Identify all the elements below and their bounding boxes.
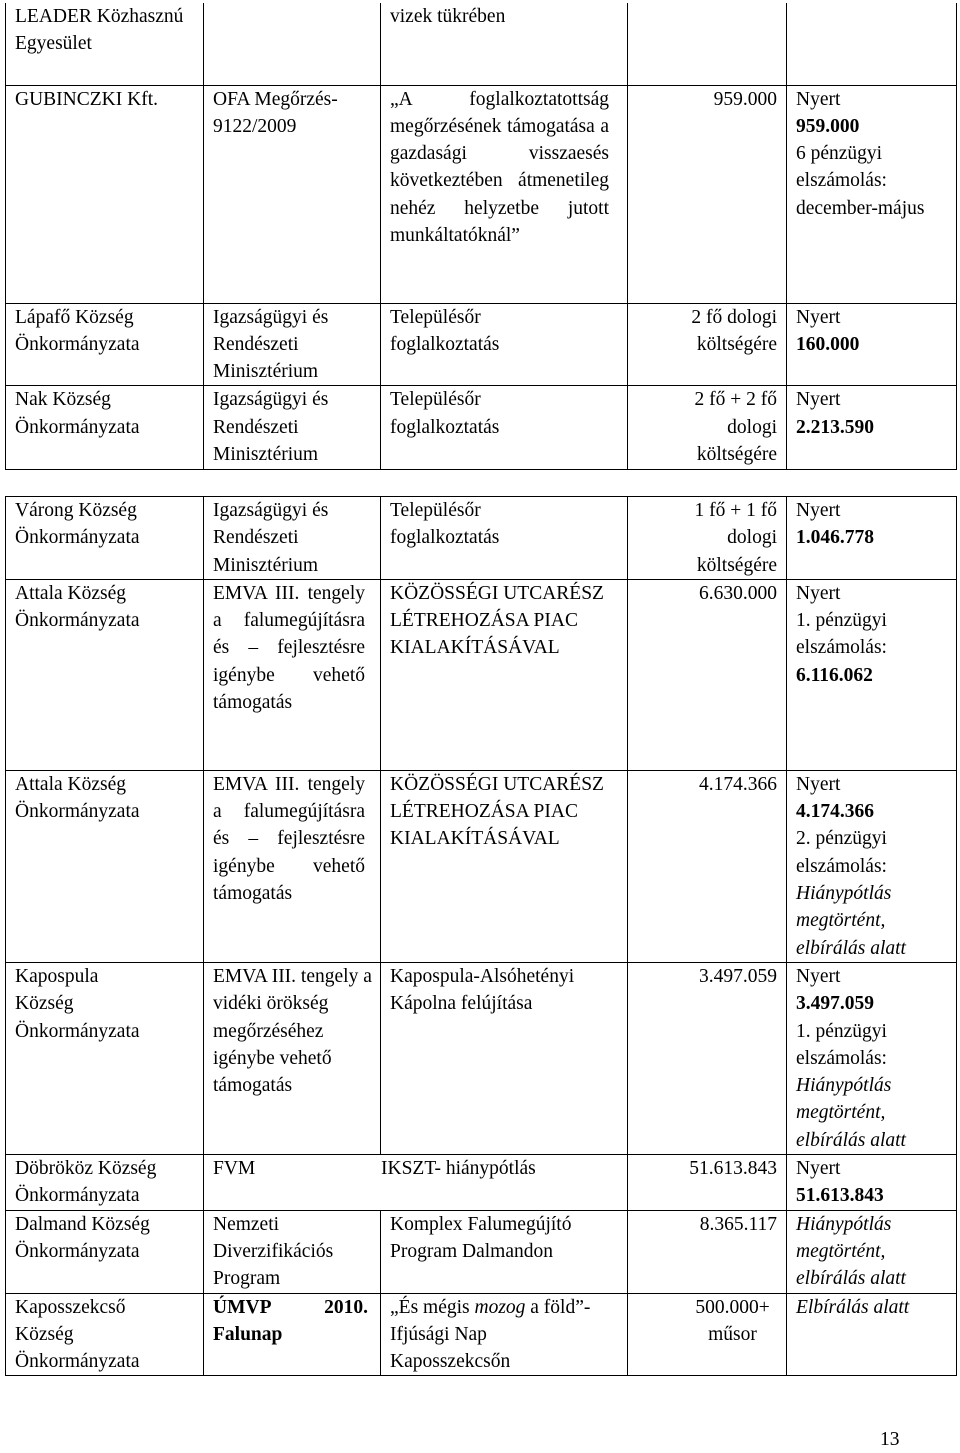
table-row xyxy=(6,497,957,580)
result-cell xyxy=(787,85,957,303)
project-text: IKSZT- hiánypótlás xyxy=(381,1158,536,1180)
amount-cell: 51.613.843 xyxy=(628,1155,787,1211)
amount-cell: 8.365.117 xyxy=(628,1210,787,1293)
result-status: Nyert xyxy=(796,88,841,110)
project-text-post: a föld”- Ifjúsági Nap Kaposszekcsőn xyxy=(390,1296,591,1373)
applicant-cell: Attala Község Önkormányzata xyxy=(6,579,204,770)
funder-cell: ÚMVP 2010. Falunap xyxy=(204,1293,381,1376)
amount-cell: 3.497.059 xyxy=(628,962,787,1154)
amount-cell: 6.630.000 xyxy=(628,579,787,770)
funder-cell: Nemzeti Diverzifikációs Program xyxy=(204,1210,381,1293)
applicant-cell: Kaposszekcső Község Önkormányzata xyxy=(6,1293,204,1376)
result-status: Nyert xyxy=(796,1158,841,1180)
page-number: 13 xyxy=(880,1429,900,1450)
funder-cell: EMVA III. tengely a falumegújításra és – fejlesztésre igénybe vehető támogatás xyxy=(204,579,381,770)
result-cell xyxy=(787,303,957,386)
result-cell xyxy=(787,962,957,1154)
result-cell xyxy=(787,386,957,470)
funder-cell xyxy=(204,3,381,85)
applicant-cell: Lápafő Község Önkormányzata xyxy=(6,303,204,386)
project-cell xyxy=(381,1293,628,1376)
amount-cell: 500.000+ műsor xyxy=(628,1293,787,1376)
applicant-cell: Kapospula Község Önkormányzata xyxy=(6,962,204,1154)
table-row xyxy=(6,85,957,303)
amount-cell: 2 fő dologi költségére xyxy=(628,303,787,386)
project-cell: Komplex Falumegújító Program Dalmandon xyxy=(381,1210,628,1293)
applicant-cell: Várong Község Önkormányzata xyxy=(6,497,204,580)
result-amount: 51.613.843 xyxy=(796,1185,884,1207)
result-cell xyxy=(787,579,957,770)
table-row xyxy=(6,962,957,1154)
result-cell xyxy=(787,1210,957,1293)
result-cell xyxy=(787,770,957,962)
project-cell: Településőr foglalkoztatás xyxy=(381,303,628,386)
amount-cell: 1 fő + 1 fő dologi költségére xyxy=(628,497,787,580)
table-row xyxy=(6,1155,957,1211)
result-amount: 3.497.059 xyxy=(796,993,874,1015)
table-row xyxy=(6,1210,957,1293)
project-cell: KÖZÖSSÉGI UTCARÉSZ LÉTREHOZÁSA PIAC KIALAKÍTÁSÁVAL xyxy=(381,579,628,770)
project-cell: vizek tükrében xyxy=(381,3,628,85)
result-cell xyxy=(787,3,957,85)
project-text-pre: „És mégis xyxy=(390,1296,475,1318)
result-amount: 1.046.778 xyxy=(796,527,874,549)
applicant-cell: Dalmand Község Önkormányzata xyxy=(6,1210,204,1293)
table-row xyxy=(6,579,957,770)
grants-table-bottom xyxy=(5,496,957,1376)
result-status: Nyert xyxy=(796,965,841,987)
result-cell xyxy=(787,497,957,580)
result-amount: 2.213.590 xyxy=(796,416,874,438)
result-status: Nyert xyxy=(796,500,841,521)
amount-cell: 2 fő + 2 fő dologi költségére xyxy=(628,386,787,470)
funder-text: FVM xyxy=(213,1158,256,1180)
result-status: Nyert xyxy=(796,389,841,411)
result-note: 1. pénzügyi elszámolás: xyxy=(796,1020,887,1069)
result-note-italic: Hiánypótlás megtörtént, elbírálás alatt xyxy=(796,1075,906,1151)
result-amount: 4.174.366 xyxy=(796,801,874,823)
applicant-cell: GUBINCZKI Kft. xyxy=(6,85,204,303)
amount-cell: 4.174.366 xyxy=(628,770,787,962)
table-row xyxy=(6,770,957,962)
table-row xyxy=(6,3,957,85)
result-note-italic: Elbírálás alatt xyxy=(796,1296,910,1318)
project-cell: „A foglalkoztatottság megőrzésének támogatása a gazdasági visszaesés következtében átmenetileg nehéz helyzetbe jutott munkáltatóknál” xyxy=(381,85,628,303)
project-text-italic: mozog xyxy=(474,1296,526,1318)
project-cell: KÖZÖSSÉGI UTCARÉSZ LÉTREHOZÁSA PIAC KIALAKÍTÁSÁVAL xyxy=(381,770,628,962)
result-note: 1. pénzügyi elszámolás: xyxy=(796,610,887,659)
project-cell: Településőr foglalkoztatás xyxy=(381,386,628,470)
table-row xyxy=(6,1293,957,1376)
result-cell xyxy=(787,1293,957,1376)
result-note: 2. pénzügyi elszámolás: xyxy=(796,828,887,877)
result-cell xyxy=(787,1155,957,1211)
applicant-cell: Döbrököz Község Önkormányzata xyxy=(6,1155,204,1211)
funder-cell: Igazságügyi és Rendészeti Minisztérium xyxy=(204,386,381,470)
grants-table-top xyxy=(5,3,957,470)
result-status: Nyert xyxy=(796,773,841,795)
amount-cell xyxy=(628,3,787,85)
funder-cell: EMVA III. tengely a vidéki örökség megőrzéséhez igénybe vehető támogatás xyxy=(204,962,381,1154)
funder-cell: EMVA III. tengely a falumegújításra és – fejlesztésre igénybe vehető támogatás xyxy=(204,770,381,962)
result-note: 6 pénzügyi elszámolás: december-május xyxy=(796,143,925,219)
project-cell: Kapospula-Alsóhetényi Kápolna felújítása xyxy=(381,962,628,1154)
result-note-italic: Hiánypótlás megtörtént, elbírálás alatt xyxy=(796,1213,906,1290)
result-note-italic: Hiánypótlás megtörtént, elbírálás alatt xyxy=(796,883,906,959)
funder-cell: Igazságügyi és Rendészeti Minisztérium xyxy=(204,497,381,580)
amount-cell: 959.000 xyxy=(628,85,787,303)
funder-project-cell xyxy=(204,1155,628,1211)
table-row xyxy=(6,303,957,386)
table-row xyxy=(6,386,957,470)
result-status: Nyert xyxy=(796,306,841,328)
result-amount: 959.000 xyxy=(796,115,860,137)
project-cell: Településőr foglalkoztatás xyxy=(381,497,628,580)
result-status: Nyert xyxy=(796,582,841,604)
funder-cell: Igazságügyi és Rendészeti Minisztérium xyxy=(204,303,381,386)
funder-cell: OFA Megőrzés-9122/2009 xyxy=(204,85,381,303)
result-amount: 160.000 xyxy=(796,333,860,355)
result-note-amount: 6.116.062 xyxy=(796,664,873,686)
applicant-cell: LEADER Közhasznú Egyesület xyxy=(6,3,204,85)
applicant-cell: Nak Község Önkormányzata xyxy=(6,386,204,470)
applicant-cell: Attala Község Önkormányzata xyxy=(6,770,204,962)
